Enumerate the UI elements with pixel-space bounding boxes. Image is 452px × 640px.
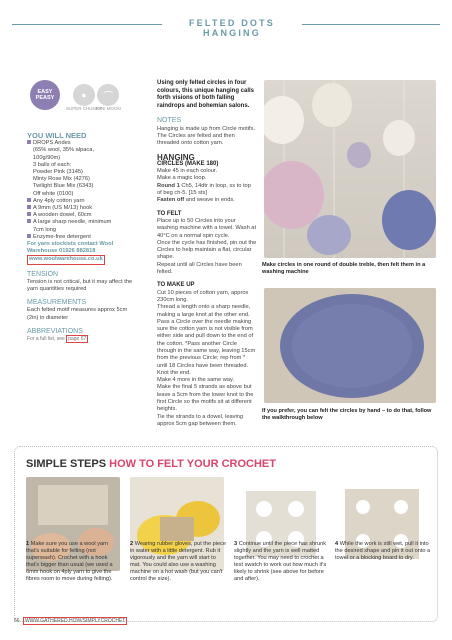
felt-text: Once the cycle has finished, pin out the Circles to help maintain a flat, circular shape. [157,239,257,261]
makeup-text: Tie the strands to a dowel, leaving approx 5cm gap between them. [157,413,244,427]
photo-caption-1: Make circles in one round of double treble, then felt them in a washing machine [262,262,426,275]
makeup-text: Make the final 5 strands as above but leave a 5cm from the lower knot to the first Circle so the motifs sit at different heights. [157,384,254,413]
easy-peasy-badge [30,80,60,110]
header-rule-right [302,24,440,25]
list-item: Powder Pink (3145) [33,169,83,176]
felted-dots-photo [264,80,436,258]
tension-heading: TENSION [27,270,59,278]
hook-size-badge [96,84,121,111]
to-make-up-heading: TO MAKE UP [157,282,195,289]
hook-size-label: MINI MOON [96,106,121,111]
easy-badge-icon: EASY PEASY [30,80,60,110]
tension-text: Tension is not critical, but it may affect the yarn quantities required [27,278,133,293]
notes-heading: NOTES [157,117,182,125]
list-item: Any 4ply cotton yarn [27,198,137,205]
makeup-text: Thread a length onto a sharp needle, making a large knot at the other end. Pass a Circle over the needle making sure the cotton yarn is not visible from either side and pull down to the end of the cotton. *Pass another Circle through in the same way, leaving 15cm from the previous Circle; rep from * until 18 Circles have been threaded. Knot the end. [157,304,256,376]
difficulty-badges [30,84,130,116]
fasten-off-line: Fasten off and weave in ends. [157,197,235,204]
notes-text: Hanging is made up from Circle motifs. The Circles are felted and then threaded onto cotton yarn. [157,125,255,147]
measurements-text: Each felted motif measures approx 5cm (2in) in diameter [27,307,128,321]
list-item: 100g/90m) [33,154,61,161]
abbreviations-heading: ABBREVIATIONS [27,327,83,335]
footer-link[interactable]: WWW.GATHERED.HOW/SIMPLYCROCHET [24,618,126,624]
yarn-ball-icon: ● [73,84,95,106]
makeup-text: Cut 10 pieces of cotton yarn, approx 230cm long. [157,289,249,303]
abbreviations-link[interactable]: page 67 [68,336,87,343]
list-item: 7cm long [33,226,57,233]
step-3-text: 3 Continue until the piece has shrunk slightly and the yarn is well matted together. You may need to crochet a test swatch to work out how much it's likely to shrink (see above for before and after). [234,541,327,582]
step-4-text: 4 While the work is still wet, pull it into the desired shape and pin it out onto a towel or a blocking board to dry. [335,541,431,561]
header-rule-left [12,24,162,25]
pattern-line: Make 45 in each colour. [157,168,218,175]
list-item: Minty Rose Mix (4276) [33,176,90,183]
list-item: A 9mm (US M/13) hook [27,205,137,212]
stockists-text: For yarn stockists contact Wool Warehouse 01926 882818 [27,241,114,255]
section-title: FELTED DOTS HANGING [188,18,276,38]
you-will-need-heading: YOU WILL NEED [27,131,87,140]
list-item: Enzyme-free detergent [27,234,137,241]
pattern-column [157,80,257,428]
round-1-line: Round 1 Ch5, 14dtr in loop, ss to top of beg ch-5. [15 sts] [157,182,251,197]
step-1-text: 1 Make sure you use a wool yarn that's suitable for felting (not superwash). Crochet with a hook that's bigger than usual (we used a 6mm hook on 4ply yarn to give the fibres room to move during felting). [26,541,113,582]
page-number: 66 [14,618,20,624]
felt-text: Repeat until all Circles have been felted. [157,261,242,276]
steps-heading: SIMPLE STEPS HOW TO FELT YOUR CROCHET [26,458,276,470]
abbreviations-text: For a full list, see page 67 [27,336,87,343]
circles-heading: CIRCLES (MAKE 180) [157,160,219,167]
list-item: A large sharp needle, minimum [27,219,137,226]
list-item: Off white (0100) [33,190,74,197]
materials-column [27,132,137,343]
list-item: DROPS Andes [27,140,137,147]
simple-steps-panel [14,446,438,622]
list-item: Twilight Blue Mix (6343) [33,183,94,190]
to-felt-heading: TO FELT [157,210,182,217]
felted-circle-illustration [264,288,436,403]
page-header [0,18,452,38]
stockist-link[interactable]: www.woolwarehouse.co.uk [27,255,105,264]
felted-dots-illustration [264,80,436,258]
pattern-line: Make a magic loop. [157,175,207,182]
step-2-text: 2 Wearing rubber gloves, put the piece in water with a little detergent. Rub it vigorously and the yarn will start to mat. You could also use a washing machine on a hot wash (but you can't control the size). [130,541,227,582]
photo-caption-2: If you prefer, you can felt the circles by hand – to do that, follow the walkthrough below [262,408,432,421]
measurements-heading: MEASUREMENTS [27,299,87,307]
hanging-heading: HANGING [157,152,195,162]
list-item: (65% wool, 35% alpaca, [33,147,95,154]
felt-text: Place up to 50 Circles into your washing machine with a towel. Wash at 40°C on a normal spin cycle. [157,217,257,239]
list-item: A wooden dowel, 60cm [27,212,137,219]
list-item: 3 balls of each: [33,161,72,168]
felted-circle-photo [264,288,436,403]
hook-icon: ⌒ [97,84,119,106]
makeup-text: Make 4 more in the same way. [157,377,235,384]
page-footer [14,618,127,624]
intro-text: Using only felted circles in four colours, this unique hanging calls forth visions of both falling raindrops and bohemian salons. [157,80,255,109]
yarn-weight-label: SUPER CHUNKY [66,106,102,111]
